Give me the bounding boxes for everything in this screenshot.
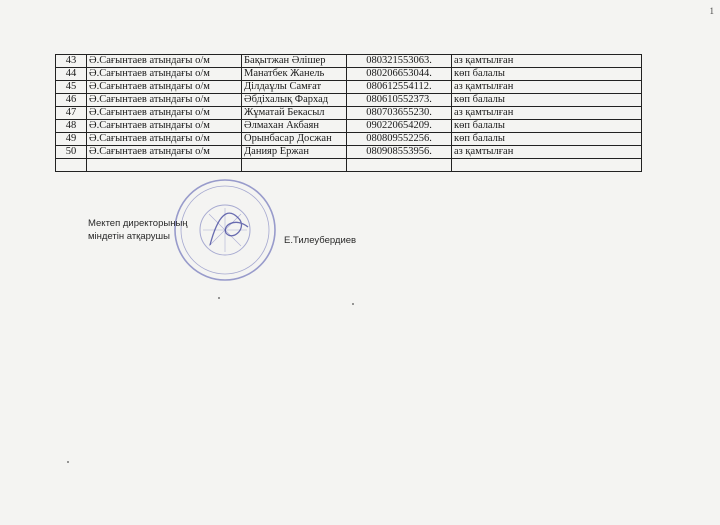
iin-cell: 080321553063. xyxy=(347,55,452,68)
row-number-cell: 46 xyxy=(56,94,87,107)
table-row xyxy=(56,55,642,68)
records-table xyxy=(55,54,642,172)
row-number-cell: 43 xyxy=(56,55,87,68)
row-number-cell: 47 xyxy=(56,107,87,120)
student-name-cell: Данияр Ержан xyxy=(242,146,347,159)
empty-table-row xyxy=(56,159,642,172)
signature-title-line2: міндетін атқарушы xyxy=(88,231,170,242)
table-row xyxy=(56,146,642,159)
iin-cell: 080703655230. xyxy=(347,107,452,120)
status-cell: аз қамтылған xyxy=(452,146,642,159)
table-row xyxy=(56,81,642,94)
row-number-cell: 44 xyxy=(56,68,87,81)
iin-cell: 080612554112. xyxy=(347,81,452,94)
scan-speck xyxy=(67,461,69,463)
student-name-cell: Орынбасар Досжан xyxy=(242,133,347,146)
signature-block xyxy=(88,217,188,243)
scan-speck xyxy=(218,297,220,299)
row-number-cell: 48 xyxy=(56,120,87,133)
school-cell: Ә.Сағынтаев атындағы о/м xyxy=(87,120,242,133)
school-cell: Ә.Сағынтаев атындағы о/м xyxy=(87,81,242,94)
table-row xyxy=(56,94,642,107)
status-cell: көп балалы xyxy=(452,133,642,146)
table-row xyxy=(56,107,642,120)
table-row xyxy=(56,68,642,81)
iin-cell: 080206653044. xyxy=(347,68,452,81)
empty-cell xyxy=(452,159,642,172)
status-cell: көп балалы xyxy=(452,120,642,133)
school-cell: Ә.Сағынтаев атындағы о/м xyxy=(87,133,242,146)
school-cell: Ә.Сағынтаев атындағы о/м xyxy=(87,146,242,159)
school-cell: Ә.Сағынтаев атындағы о/м xyxy=(87,94,242,107)
table-row xyxy=(56,120,642,133)
school-cell: Ә.Сағынтаев атындағы о/м xyxy=(87,68,242,81)
empty-cell xyxy=(87,159,242,172)
signer-name: Е.Тилеубердиев xyxy=(284,235,357,246)
iin-cell: 080809552256. xyxy=(347,133,452,146)
empty-cell xyxy=(56,159,87,172)
student-name-cell: Әбдіхалық Фархад xyxy=(242,94,347,107)
status-cell: аз қамтылған xyxy=(452,107,642,120)
table-row xyxy=(56,133,642,146)
row-number-cell: 45 xyxy=(56,81,87,94)
status-cell: көп балалы xyxy=(452,68,642,81)
student-name-cell: Манатбек Жанель xyxy=(242,68,347,81)
student-name-cell: Ділдаұлы Самғат xyxy=(242,81,347,94)
row-number-cell: 50 xyxy=(56,146,87,159)
records-table-body xyxy=(56,55,642,172)
school-cell: Ә.Сағынтаев атындағы о/м xyxy=(87,107,242,120)
iin-cell: 090220654209. xyxy=(347,120,452,133)
student-name-cell: Бақытжан Әлішер xyxy=(242,55,347,68)
page-number: 1 xyxy=(709,6,714,16)
iin-cell: 080908553956. xyxy=(347,146,452,159)
student-name-cell: Әлмахан Акбаян xyxy=(242,120,347,133)
school-cell: Ә.Сағынтаев атындағы о/м xyxy=(87,55,242,68)
empty-cell xyxy=(347,159,452,172)
student-name-cell: Жұматай Бекасыл xyxy=(242,107,347,120)
iin-cell: 080610552373. xyxy=(347,94,452,107)
status-cell: аз қамтылған xyxy=(452,55,642,68)
signature-title-line1: Мектеп директорының xyxy=(88,218,188,229)
status-cell: аз қамтылған xyxy=(452,81,642,94)
row-number-cell: 49 xyxy=(56,133,87,146)
scan-speck xyxy=(352,303,354,305)
status-cell: көп балалы xyxy=(452,94,642,107)
empty-cell xyxy=(242,159,347,172)
